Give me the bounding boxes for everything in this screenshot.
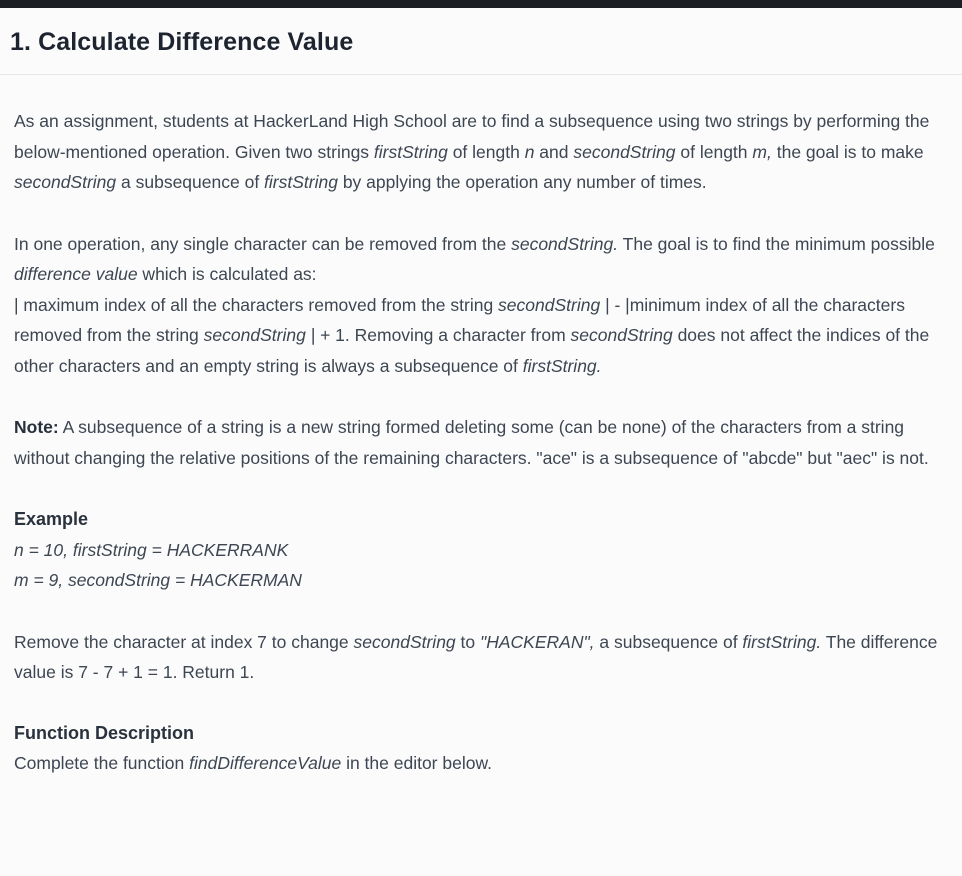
intro-paragraph: [14, 106, 954, 198]
note-paragraph: [14, 412, 954, 473]
note-label: Note:: [14, 417, 59, 437]
text-fragment: does not affect the indices of the other characters and an empty string is always a subsequence of: [14, 325, 930, 376]
text-fragment: The goal is to find the minimum possible: [618, 233, 935, 254]
title-bar: [0, 8, 962, 75]
text-fragment: The difference value is 7 - 7 + 1 = 1. Return 1.: [14, 631, 938, 682]
text-fragment: Complete the function: [14, 753, 190, 773]
page-title: 1. Calculate Difference Value: [10, 28, 354, 56]
variable-second-string: secondString.: [511, 233, 619, 254]
result-string: "HACKERAN",: [480, 631, 595, 652]
variable-n: n: [524, 141, 535, 162]
text-fragment: As an assignment, students at HackerLand High School are to find a subsequence using two strings by performing the below-mentioned operation. Given two strings: [14, 111, 930, 162]
text-fragment: and: [534, 141, 574, 162]
note-text: A subsequence of a string is a new string formed deleting some (can be none) of the characters from a string without changing the relative positions of the remaining characters. "ace" is a subsequence of "abcde" but "aec" is not.: [14, 417, 929, 468]
variable-first-string: firstString.: [522, 355, 602, 376]
spacer: [14, 473, 954, 504]
text-fragment: in the editor below.: [341, 753, 492, 773]
text-fragment: a subsequence of: [116, 172, 265, 192]
variable-second-string: secondString: [570, 325, 673, 345]
text-fragment: In one operation, any single character can be removed from the: [14, 233, 512, 254]
variable-second-string: secondString: [14, 172, 117, 192]
variable-second-string: secondString: [498, 294, 601, 315]
problem-description: [14, 106, 954, 779]
example-result-paragraph: [14, 627, 954, 688]
example-input-m: m = 9, secondString = HACKERMAN: [14, 570, 302, 590]
variable-first-string: firstString: [264, 172, 338, 192]
text-fragment: a subsequence of: [594, 631, 743, 652]
text-fragment: of length: [447, 141, 525, 162]
variable-second-string: secondString: [353, 631, 456, 652]
text-fragment: which is calculated as:: [137, 264, 317, 284]
formula-text: + 1. Removing a character from: [315, 325, 571, 345]
function-description-text: [14, 748, 954, 779]
example-input-n: n = 10, firstString = HACKERRANK: [14, 539, 289, 560]
text-fragment: Remove the character at index 7 to change: [14, 631, 354, 652]
function-name: findDifferenceValue: [189, 753, 342, 773]
example-line-2: [14, 565, 954, 596]
example-heading: Example: [14, 509, 89, 529]
spacer: [14, 688, 954, 718]
text-fragment: of length: [675, 141, 753, 162]
text-fragment: the goal is to make: [771, 141, 924, 162]
variable-first-string: firstString.: [742, 631, 822, 652]
top-dark-bar: [0, 0, 962, 8]
variable-second-string: secondString: [573, 141, 676, 162]
variable-first-string: firstString: [373, 141, 448, 162]
formula-text: | - |minimum index of all the characters removed from the string: [14, 294, 905, 345]
spacer: [14, 381, 954, 412]
variable-m: m,: [752, 141, 772, 162]
variable-second-string: secondString |: [203, 325, 316, 345]
formula-text: | maximum index of all the characters removed from the string: [14, 294, 499, 315]
operation-paragraph: [14, 229, 954, 382]
text-fragment: to: [455, 631, 480, 652]
text-fragment: by applying the operation any number of times.: [337, 172, 707, 192]
example-line-1: [14, 535, 954, 566]
term-difference-value: difference value: [14, 264, 138, 284]
spacer: [14, 198, 954, 229]
spacer: [14, 596, 954, 627]
function-description-heading: Function Description: [14, 722, 194, 743]
